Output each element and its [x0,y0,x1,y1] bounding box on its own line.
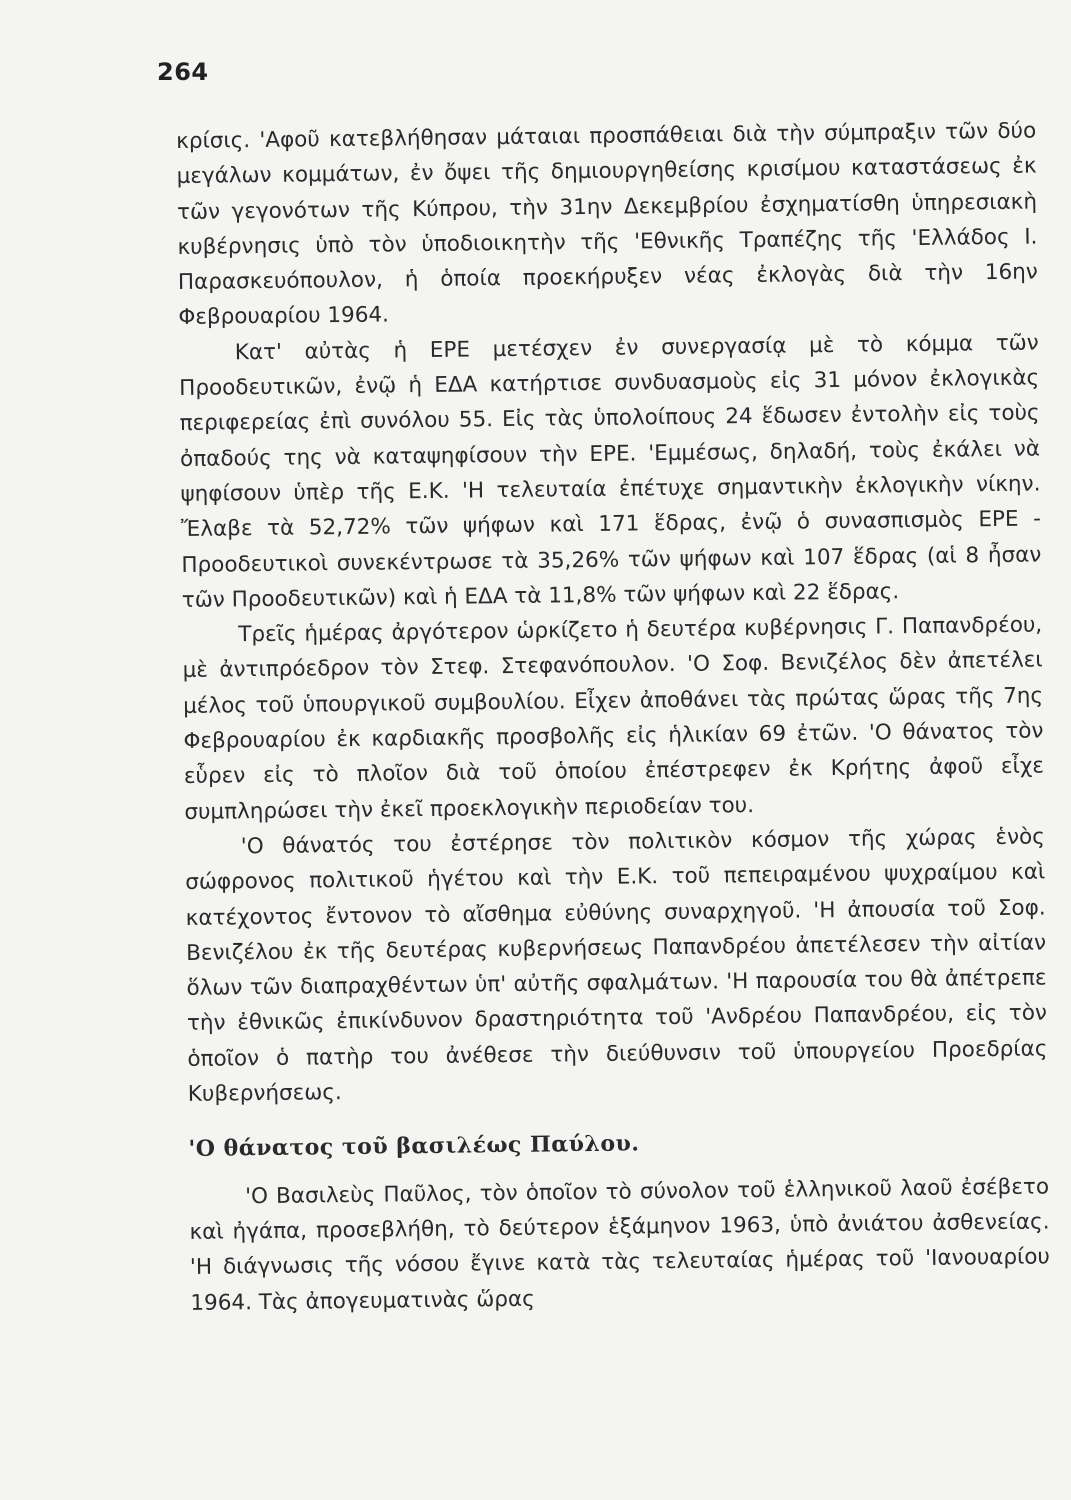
paragraph-1: κρίσις. 'Αφοῦ κατεβλήθησαν μάταιαι προσπάθειαι διὰ τὴν σύμπραξιν τῶν δύο μεγάλων κομμάτων, ἐν ὄψει τῆς δημιουργηθείσης κρισίμου καταστάσεως ἐκ τῶν γεγονότων τῆς Κύπρου, τὴν 31ην Δεκεμβρίου ἐσχηματίσθη ὑπηρεσιακὴ κυβέρνησις ὑπὸ τὸν ὑποδιοικητὴν τῆς 'Εθνικῆς Τραπέζης τῆς 'Ελλάδος Ι. Παρασκευόπουλον, ἡ ὁποία προεκήρυξεν νέας ἐκλογὰς διὰ τὴν 16ην Φεβρουαρίου 1964. [176,118,1039,331]
paragraph-4: 'Ο θάνατός του ἐστέρησε τὸν πολιτικὸν κόσμον τῆς χώρας ἑνὸς σώφρονος πολιτικοῦ ἡγέτου καὶ τὴν Ε.Κ. τοῦ πεπειραμένου ψυχραίμου καὶ κατέχοντος ἔντονον τὸ αἴσθημα εὐθύνης συναρχηγοῦ. 'Η ἀπουσία τοῦ Σοφ. Βενιζέλου ἐκ τῆς δευτέρας κυβερνήσεως Παπανδρέου ἀπετέλεσεν τὴν αἰτίαν ὅλων τῶν διαπραχθέντων ὑπ' αὐτῆς σφαλμάτων. 'Η παρουσία του θὰ ἀπέτρεπε τὴν ἐθνικῶς ἐπικίνδυνον δραστηριότητα τοῦ 'Ανδρέου Παπανδρέου, εἰς τὸν ὁποῖον ὁ πατὴρ του ἀνέθεσε τὴν διεύθυνσιν τοῦ ὑπουργείου Προεδρίας Κυβερνήσεως. [185,824,1048,1107]
paragraph-2: Κατ' αὐτὰς ἡ ΕΡΕ μετέσχεν ἐν συνεργασίᾳ μὲ τὸ κόμμα τῶν Προοδευτικῶν, ἐνῷ ἡ ΕΔΑ κατήρτισε συνδυασμοὺς εἰς 31 μόνον ἐκλογικὰς περιφερείας ἐπὶ συνόλου 55. Εἰς τὰς ὑπολοίπους 24 ἕδωσεν ἐντολὴν εἰς τοὺς ὀπαδούς της νὰ καταψηφίσουν τὴν ΕΡΕ. 'Εμμέσως, δηλαδή, τοὺς ἐκάλει νὰ ψηφίσουν ὑπὲρ τῆς Ε.Κ. 'Η τελευταία ἐπέτυχε σημαντικὴν ἐκλογικὴν νίκην. Ἔλαβε τὰ 52,72% τῶν ψήφων καὶ 171 ἕδρας, ἐνῷ ὁ συνασπισμὸς ΕΡΕ - Προοδευτικοὶ συνεκέντρωσε τὰ 35,26% τῶν ψήφων καὶ 107 ἕδρας (αἱ 8 ἦσαν τῶν Προοδευτικῶν) καὶ ἡ ΕΔΑ τὰ 11,8% τῶν ψήφων καὶ 22 ἕδρας. [179,330,1042,613]
page-number: 264 [157,58,209,86]
paragraph-5: 'Ο Βασιλεὺς Παῦλος, τὸν ὁποῖον τὸ σύνολον τοῦ ἑλληνικοῦ λαοῦ ἐσέβετο καὶ ἠγάπα, προσεβλήθη, τὸ δεύτερον ἑξάμηνον 1963, ὑπὸ ἀνιάτου ἀσθενείας. 'Η διάγνωσις τῆς νόσου ἔγινε κατὰ τὰς τελευταίας ἡμέρας τοῦ 'Ιανουαρίου 1964. Τὰς ἀπογευματινὰς ὥρας [189,1174,1051,1316]
section-heading: 'Ο θάνατος τοῦ βασιλέως Παύλου. [188,1130,640,1163]
body-text [176,113,1051,1320]
paragraph-3: Τρεῖς ἡμέρας ἀργότερον ὡρκίζετο ἡ δευτέρα κυβέρνησις Γ. Παπανδρέου, μὲ ἀντιπρόεδρον τὸν Στεφ. Στεφανόπουλον. 'Ο Σοφ. Βενιζέλος δὲν ἀπετέλει μέλος τοῦ ὑπουργικοῦ συμβουλίου. Εἶχεν ἀποθάνει τὰς πρώτας ὥρας τῆς 7ης Φεβρουαρίου ἐκ καρδιακῆς προσβολῆς εἰς ἡλικίαν 69 ἐτῶν. 'Ο θάνατος τὸν εὗρεν εἰς τὸ πλοῖον διὰ τοῦ ὁποίου ἐπέστρεφεν ἐκ Κρήτης ἀφοῦ εἶχε συμπληρώσει τὴν ἐκεῖ προεκλογικὴν περιοδείαν του. [182,612,1045,825]
